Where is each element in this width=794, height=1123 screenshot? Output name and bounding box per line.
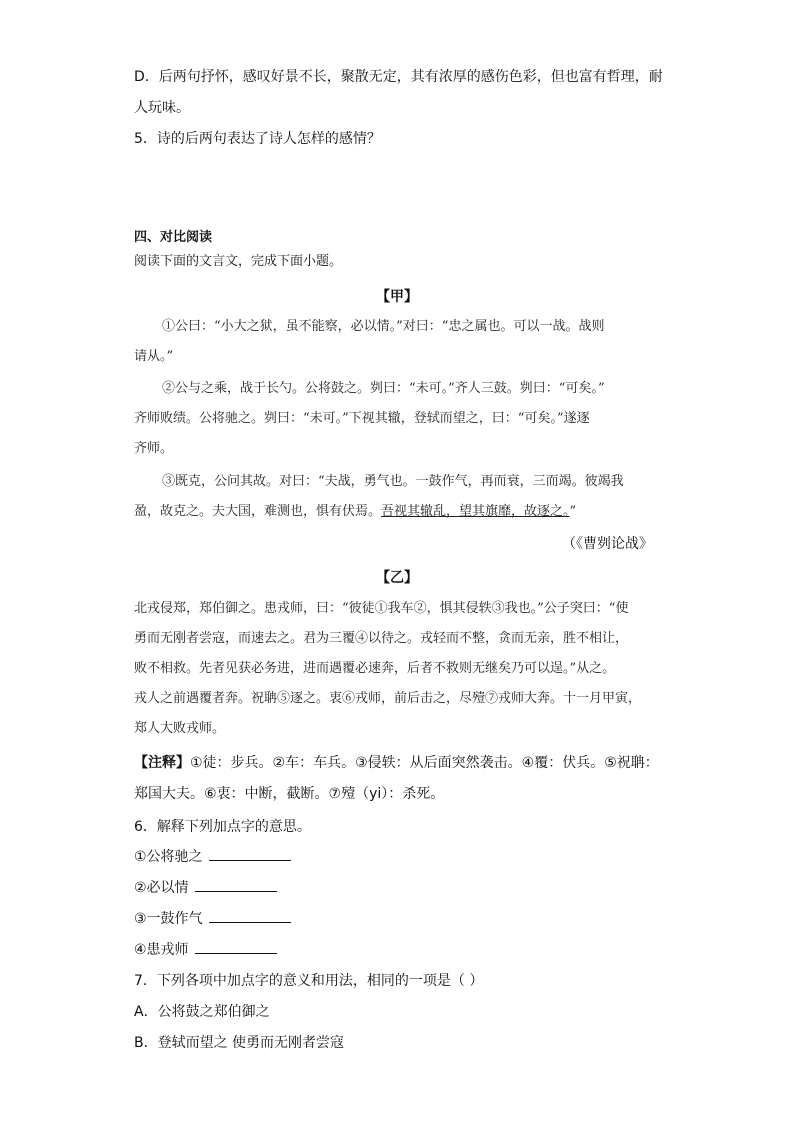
q7-option-a: A．公将鼓之郑伯御之 [134,1004,270,1020]
q6-item-1-label: ①公将驰之 [134,849,203,865]
jia-p3-line1: ③既克，公问其故。对曰：“夫战，勇气也。一鼓作气，再而衰，三而竭。彼竭我 [162,474,624,489]
notes-text: ①徒：步兵。②车：车兵。③侵轶：从后面突然袭击。④覆：伏兵。⑤祝聃： [190,755,659,771]
jia-p3-underlined: 吾视其辙乱，望其旗靡，故逐之。 [381,504,570,519]
passage-jia-title: 【甲】 [376,289,418,305]
q6-item-1 [134,848,291,866]
jia-p2-line1: ②公与之乘，战于长勺。公将鼓之。刿曰：“未可。”齐人三鼓。刿曰：“可矣。” [162,381,605,396]
option-d-line2: 人玩味。 [134,100,190,116]
jia-p1-line2: 请从。” [134,349,174,364]
question-6: 6．解释下列加点字的意思。 [134,819,311,835]
yi-line5: 郑人大败戎师。 [134,721,226,736]
q6-item-2 [134,879,277,897]
jia-p1-line1: ①公曰：“小大之狱，虽不能察，必以情。”对曰：“忠之属也。可以一战。战则 [162,319,605,334]
yi-line2: 勇而无刚者尝寇，而速去之。君为三覆④以待之。戎轻而不整，贪而无亲，胜不相让， [134,631,629,646]
answer-blank-4[interactable] [195,941,277,954]
passage-yi-title: 【乙】 [376,570,418,586]
answer-blank-2[interactable] [195,879,277,892]
q6-item-3 [134,910,291,928]
q7-option-b: B．登轼而望之 使勇而无刚者尝寇 [134,1035,345,1051]
question-5: 5．诗的后两句表达了诗人怎样的感情？ [134,131,381,147]
section-heading: 四、对比阅读 [134,230,213,245]
q6-item-4 [134,941,277,959]
jia-p3-quote-end: ” [569,504,577,519]
yi-line1: 北戎侵郑，郑伯御之。患戎师，曰：“彼徒①我车②，惧其侵轶③我也。”公子突曰：“使 [134,601,629,616]
question-7: 7．下列各项中加点字的意义和用法，相同的一项是（ ） [134,973,484,989]
notes-line2: 郑国大夫。⑥衷：中断，截断。⑦殪（yi）：杀死。 [134,786,445,802]
option-d-line1: D．后两句抒怀，感叹好景不长，聚散无定，其有浓厚的感伤色彩，但也富有哲理，耐 [134,69,663,85]
q6-item-4-label: ④患戎师 [134,942,189,958]
notes-line1 [134,754,659,772]
answer-blank-3[interactable] [209,910,291,923]
section-intro: 阅读下面的文言文，完成下面小题。 [134,254,343,269]
jia-p3-line2 [134,503,576,521]
notes-label: 【注释】 [134,755,190,771]
answer-blank-1[interactable] [209,848,291,861]
q6-item-2-label: ②必以情 [134,880,189,896]
jia-p2-line2: 齐师败绩。公将驰之。刿曰：“未可。”下视其辙，登轼而望之，曰：“可矣。”遂逐 [134,411,590,426]
yi-line4: 戎人之前遇覆者奔。祝聃⑤逐之。衷⑥戎师，前后击之，尽殪⑦戎师大奔。十一月甲寅， [134,691,642,706]
q6-item-3-label: ③一鼓作气 [134,911,203,927]
jia-p3-text: 盈，故克之。夫大国，难测也，惧有伏焉。 [134,504,382,519]
jia-p2-line3: 齐师。 [134,441,174,456]
jia-source: （《曹刿论战》 [562,536,653,552]
yi-line3: 败不相救。先者见获必务进，进而遇覆必速奔，后者不救则无继矣乃可以逞。”从之。 [134,661,616,676]
